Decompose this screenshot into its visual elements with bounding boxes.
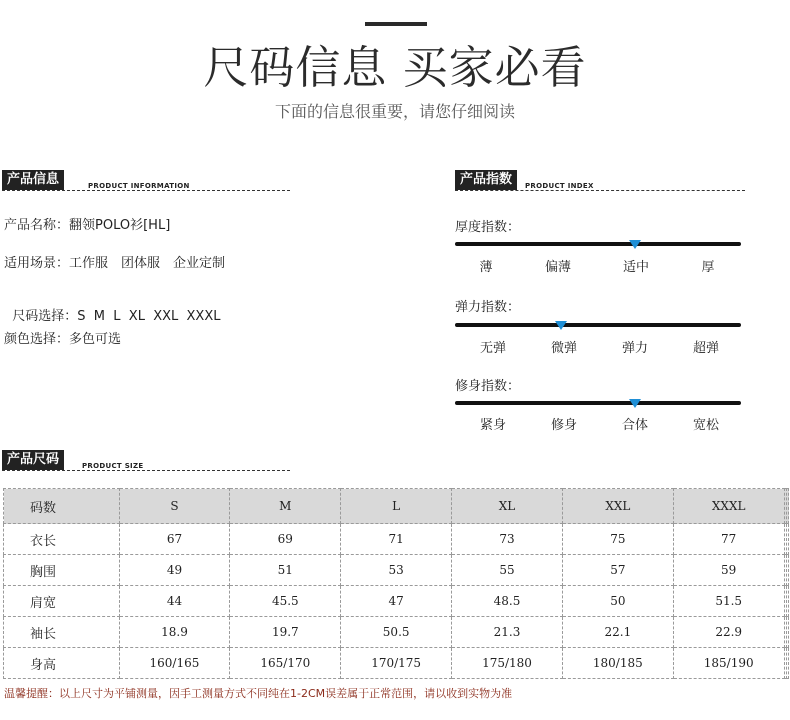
table-cell: 53 [341, 555, 452, 586]
table-row [4, 586, 789, 617]
table-cell: 59 [673, 555, 784, 586]
section-divider [455, 190, 745, 191]
product-size-tag-en: PRODUCT SIZE [82, 462, 144, 470]
table-cell: 48.5 [452, 586, 563, 617]
table-cell: 51 [230, 555, 341, 586]
table-cell: 71 [341, 524, 452, 555]
table-cell: 50 [562, 586, 673, 617]
info-row-colors [4, 328, 121, 347]
info-value: S M L XL XXL XXXL [77, 309, 221, 324]
product-info-tag-en: PRODUCT INFORMATION [88, 182, 190, 190]
table-cell: 18.9 [119, 617, 230, 648]
elasticity-option: 超弹 [692, 341, 719, 356]
size-header-cell [786, 489, 788, 524]
table-cell: 49 [119, 555, 230, 586]
table-cell: 180/185 [562, 648, 673, 679]
table-cell: 57 [562, 555, 673, 586]
table-cell: 75 [562, 524, 673, 555]
thickness-option: 薄 [479, 260, 493, 275]
table-cell: 51.5 [673, 586, 784, 617]
product-index-tag: 产品指数 [455, 170, 517, 190]
thickness-option: 厚 [701, 260, 715, 275]
fit-thumb-icon [629, 399, 641, 408]
size-header-cell: XL [452, 489, 563, 524]
header-divider [365, 22, 427, 26]
fit-option: 宽松 [692, 418, 719, 433]
thickness-option: 适中 [622, 260, 649, 275]
table-cell: 73 [452, 524, 563, 555]
elasticity-option: 无弹 [479, 341, 506, 356]
fit-label: 修身指数： [455, 379, 521, 394]
size-header-cell: S [119, 489, 230, 524]
table-cell: 160/165 [119, 648, 230, 679]
table-cell [786, 524, 788, 555]
table-cell: 170/175 [341, 648, 452, 679]
row-label: 衣长 [4, 524, 120, 555]
product-index-tag-en: PRODUCT INDEX [525, 182, 594, 190]
row-label: 身高 [4, 648, 120, 679]
size-header-cell: M [230, 489, 341, 524]
info-value: 翻领POLO衫[HL] [69, 218, 171, 233]
table-cell: 77 [673, 524, 784, 555]
page-title: 尺码信息 买家必看 [203, 41, 587, 94]
table-cell: 175/180 [452, 648, 563, 679]
table-cell: 22.1 [562, 617, 673, 648]
info-key: 颜色选择： [4, 332, 70, 347]
thickness-track [455, 242, 741, 246]
product-size-tag: 产品尺码 [2, 450, 64, 470]
table-cell: 21.3 [452, 617, 563, 648]
size-header-cell: XXXL [673, 489, 784, 524]
size-table [3, 488, 789, 679]
elasticity-track [455, 323, 741, 327]
thickness-thumb-icon [629, 240, 641, 249]
fit-option: 修身 [550, 418, 577, 433]
size-header-cell: L [341, 489, 452, 524]
table-cell: 50.5 [341, 617, 452, 648]
table-cell: 55 [452, 555, 563, 586]
elasticity-option: 弹力 [621, 341, 648, 356]
size-header-cell: 码数 [4, 489, 120, 524]
table-cell [786, 555, 788, 586]
info-key: 尺码选择： [12, 309, 78, 324]
table-cell: 19.7 [230, 617, 341, 648]
info-row-sizes [4, 290, 220, 324]
table-cell: 44 [119, 586, 230, 617]
row-label: 袖长 [4, 617, 120, 648]
table-cell: 67 [119, 524, 230, 555]
info-value: 多色可选 [69, 332, 122, 347]
size-table-header [4, 489, 789, 524]
size-tip-note: 温馨提醒：以上尺寸为平铺测量，因手工测量方式不同纯在1-2CM误差属于正常范围，请以收到实物为准 [4, 687, 513, 700]
elasticity-option: 微弹 [550, 341, 577, 356]
section-divider [2, 190, 290, 191]
info-key: 适用场景： [4, 256, 70, 271]
table-cell [786, 586, 788, 617]
thickness-label: 厚度指数： [455, 220, 521, 235]
product-index-header [455, 170, 745, 192]
table-cell: 165/170 [230, 648, 341, 679]
section-divider [2, 470, 290, 471]
row-label: 胸围 [4, 555, 120, 586]
thickness-option: 偏薄 [544, 260, 571, 275]
info-key: 产品名称： [4, 218, 70, 233]
page-subtitle: 下面的信息很重要，请您仔细阅读 [274, 102, 515, 121]
product-size-header [2, 450, 292, 472]
row-label: 肩宽 [4, 586, 120, 617]
size-header-cell: XXL [562, 489, 673, 524]
info-row-name [4, 214, 170, 233]
elasticity-thumb-icon [555, 321, 567, 330]
product-info-tag: 产品信息 [2, 170, 64, 190]
fit-option: 紧身 [479, 418, 506, 433]
table-row [4, 555, 789, 586]
table-row [4, 648, 789, 679]
table-cell: 185/190 [673, 648, 784, 679]
elasticity-label: 弹力指数： [455, 300, 521, 315]
table-row [4, 524, 789, 555]
table-cell [786, 648, 788, 679]
fit-option: 合体 [621, 418, 648, 433]
info-value: 工作服 团体服 企业定制 [69, 256, 226, 271]
info-row-scene [4, 252, 225, 271]
table-cell: 47 [341, 586, 452, 617]
table-row [4, 617, 789, 648]
fit-track [455, 401, 741, 405]
table-cell: 45.5 [230, 586, 341, 617]
table-cell: 69 [230, 524, 341, 555]
table-cell [786, 617, 788, 648]
table-cell: 22.9 [673, 617, 784, 648]
product-info-header [2, 170, 292, 192]
